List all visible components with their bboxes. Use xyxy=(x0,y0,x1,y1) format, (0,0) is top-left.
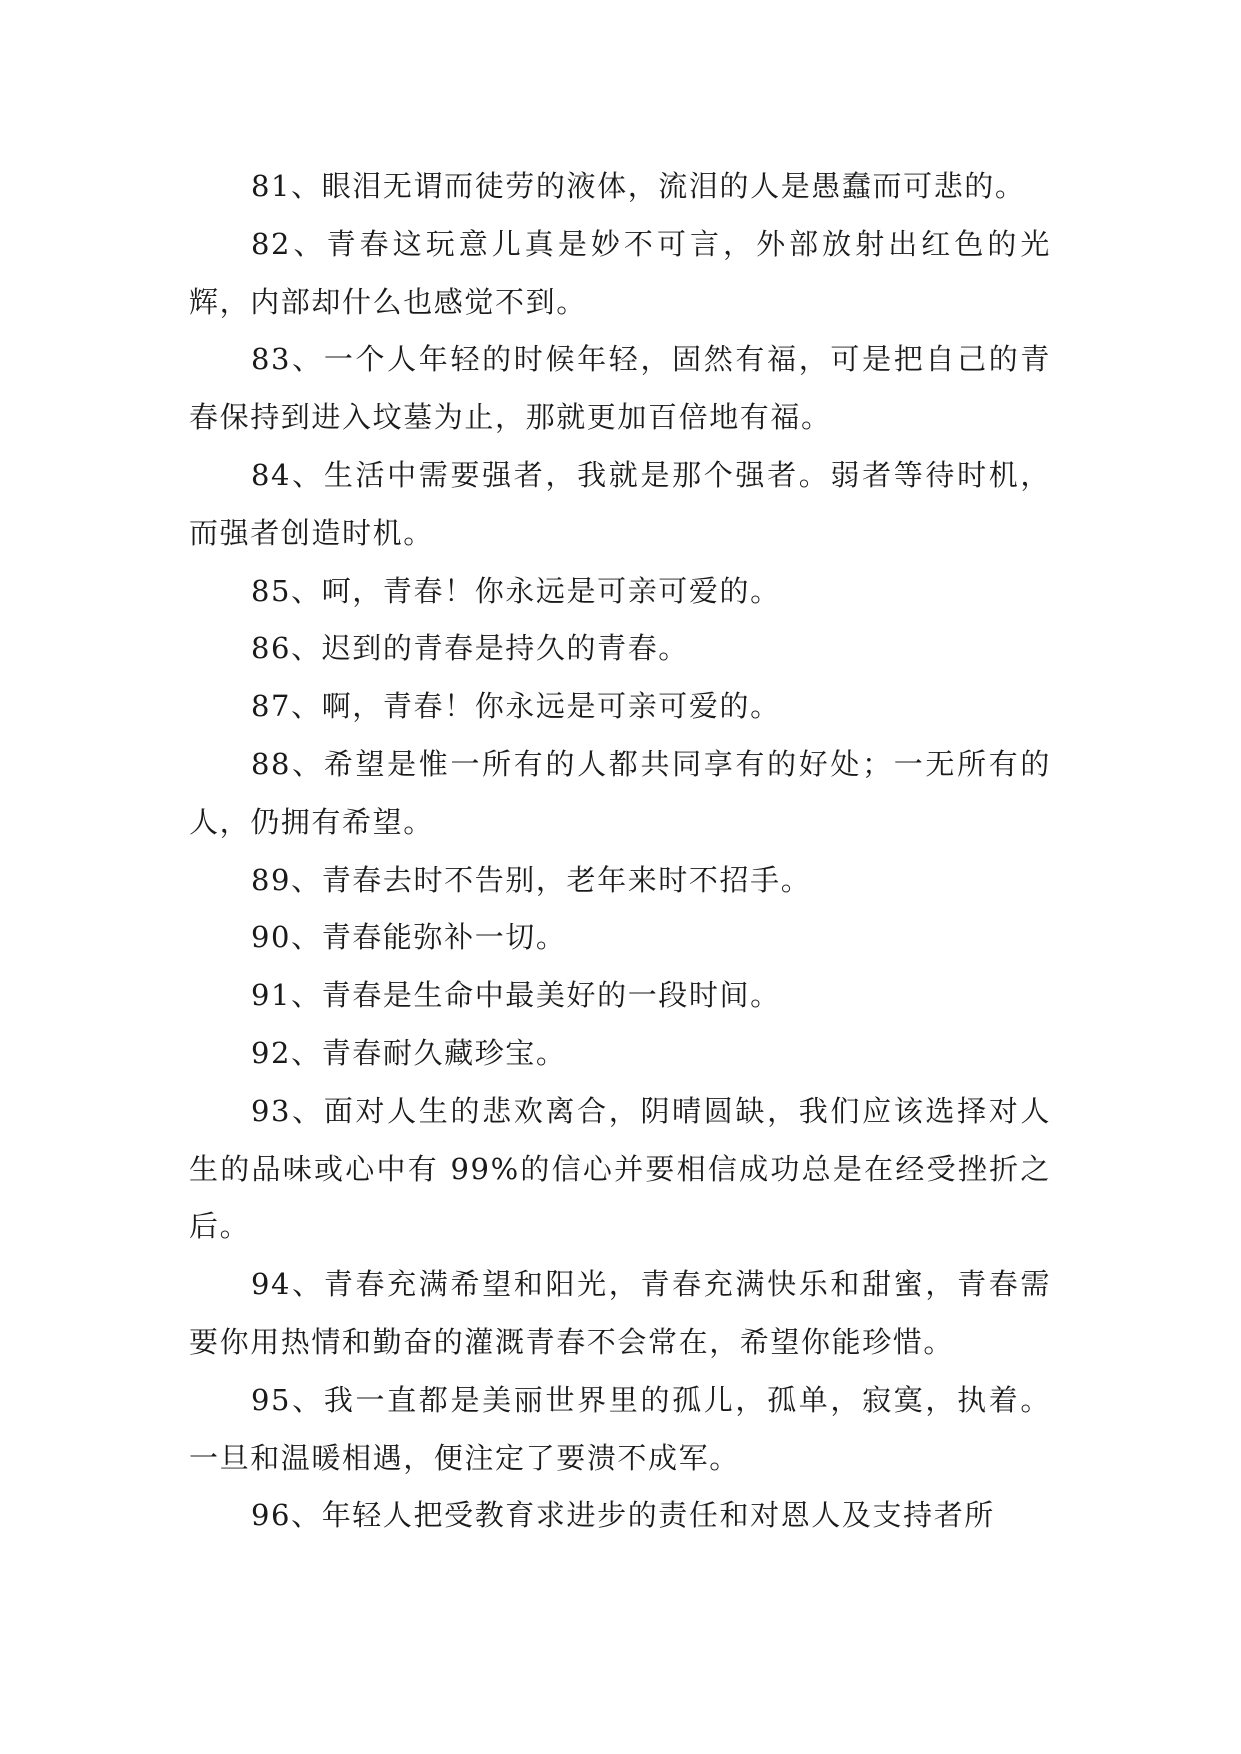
paragraph-85: 85、呵，青春！你永远是可亲可爱的。 xyxy=(251,573,781,608)
paragraph-83: 83、一个人年轻的时候年轻，固然有福，可是把自己的青春保持到进入坟墓为止，那就更加百倍地有福。 xyxy=(189,342,1051,435)
paragraph-95: 95、我一直都是美丽世界里的孤儿，孤单，寂寞，执着。一旦和温暖相遇，便注定了要溃不成军。 xyxy=(189,1382,1051,1475)
paragraph-94: 94、青春充满希望和阳光，青春充满快乐和甜蜜，青春需要你用热情和勤奋的灌溉青春不会常在，希望你能珍惜。 xyxy=(189,1267,1051,1359)
paragraph-96: 96、年轻人把受教育求进步的责任和对恩人及支持者所 xyxy=(251,1498,995,1533)
paragraph-89: 89、青春去时不告别，老年来时不招手。 xyxy=(251,862,812,897)
paragraph-92: 92、青春耐久藏珍宝。 xyxy=(251,1035,567,1070)
paragraph-82: 82、青春这玩意儿真是妙不可言，外部放射出红色的光辉，内部却什么也感觉不到。 xyxy=(189,226,1051,319)
paragraph-87: 87、啊，青春！你永远是可亲可爱的。 xyxy=(251,689,781,724)
paragraph-84: 84、生活中需要强者，我就是那个强者。弱者等待时机，而强者创造时机。 xyxy=(189,457,1051,550)
paragraph-86: 86、迟到的青春是持久的青春。 xyxy=(251,631,689,666)
paragraph-90: 90、青春能弥补一切。 xyxy=(251,920,567,955)
document-body xyxy=(189,158,1051,1545)
paragraph-93: 93、面对人生的悲欢离合，阴晴圆缺，我们应该选择对人生的品味或心中有 99%的信心并要相信成功总是在经受挫折之后。 xyxy=(189,1093,1051,1244)
paragraph-88: 88、希望是惟一所有的人都共同享有的好处；一无所有的人，仍拥有希望。 xyxy=(189,746,1051,839)
paragraph-81: 81、眼泪无谓而徒劳的液体，流泪的人是愚蠢而可悲的。 xyxy=(251,169,1026,203)
paragraph-91: 91、青春是生命中最美好的一段时间。 xyxy=(251,978,781,1013)
